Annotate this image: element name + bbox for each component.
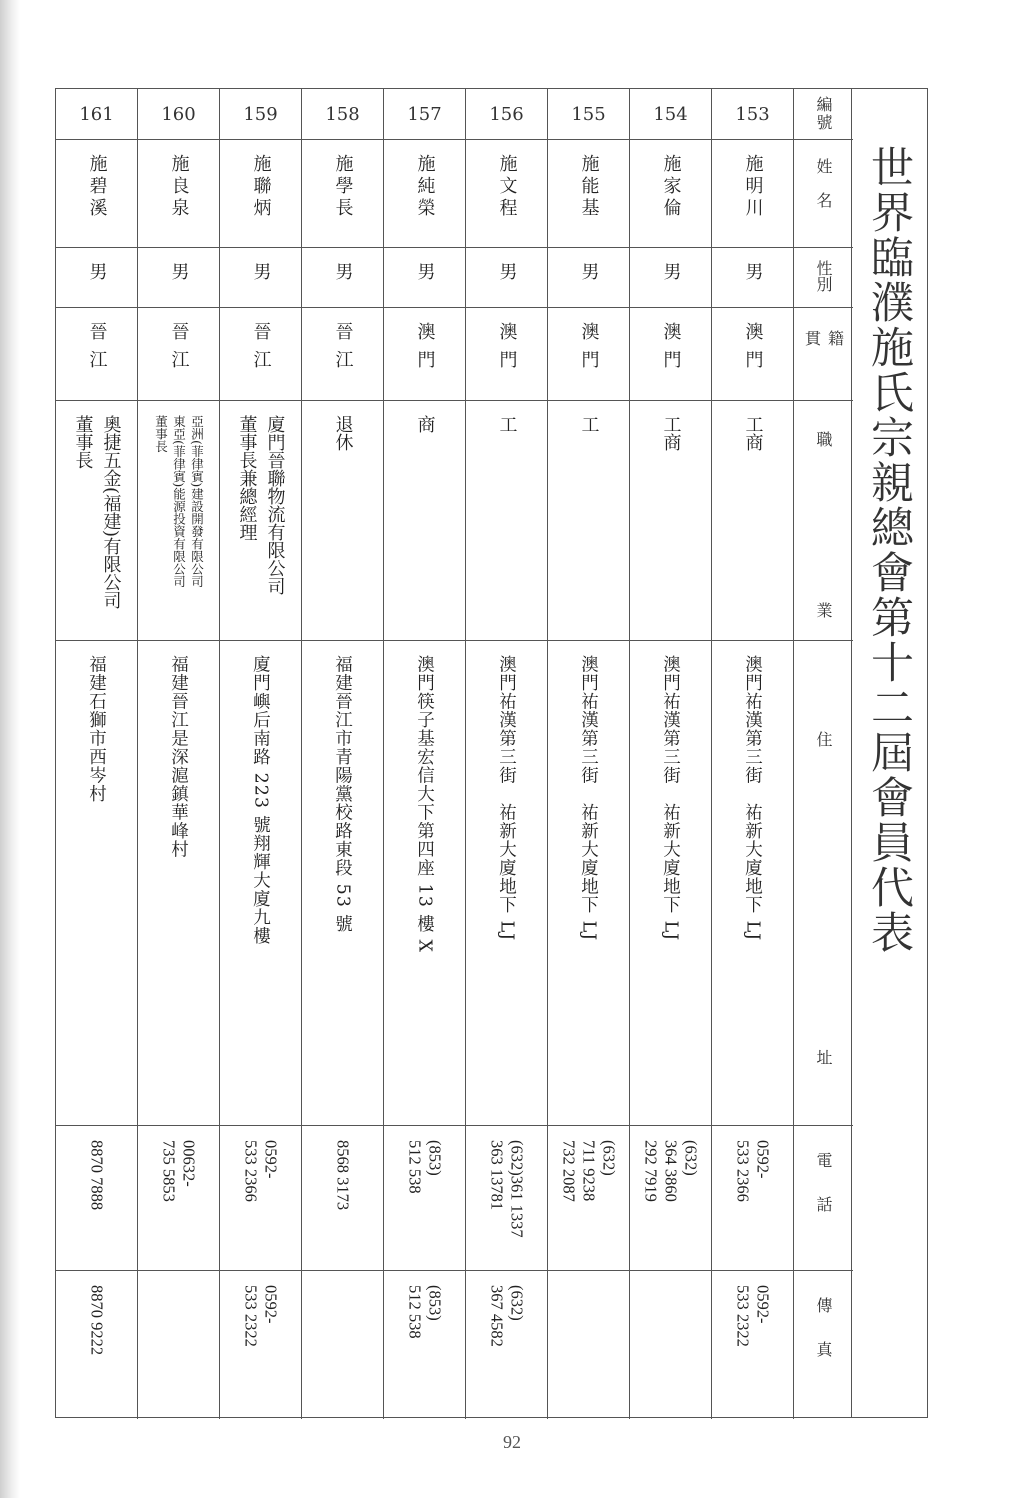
cell-name: 施良泉 — [138, 140, 220, 248]
cell-fax — [302, 1271, 384, 1419]
cell-address: 福建晉江市青陽黨校路東段 53 號 — [302, 641, 384, 1126]
cell-name: 施聯炳 — [220, 140, 302, 248]
cell-address: 澳門筷子基宏信大下第四座 13 樓 X — [384, 641, 466, 1126]
page-title: 世界臨濮施氏宗親總會第十二屆會員代表 — [864, 145, 914, 955]
cell-fax: (853) 512 538 — [384, 1271, 466, 1419]
member-table — [55, 88, 852, 1418]
cell-phone: 0592- 533 2366 — [712, 1126, 794, 1271]
cell-occupation: 工商 — [630, 401, 712, 641]
cell-address: 福建晉江是深滬鎮華峰村 — [138, 641, 220, 1126]
header-origin: 籍貫 — [794, 308, 853, 401]
header-occupation-part: 職 — [814, 431, 833, 447]
header-sex: 性別 — [794, 248, 853, 308]
cell-name: 施明川 — [712, 140, 794, 248]
cell-sex: 男 — [138, 248, 220, 308]
cell-sex: 男 — [548, 248, 630, 308]
header-address-part: 址 — [814, 1049, 833, 1065]
header-name: 姓名 — [794, 140, 853, 248]
cell-fax: 0592- 533 2322 — [220, 1271, 302, 1419]
cell-name: 施能基 — [548, 140, 630, 248]
header-address-part: 住 — [814, 731, 833, 747]
cell-origin: 澳門 — [548, 308, 630, 401]
cell-number: 157 — [384, 89, 466, 140]
cell-phone: (853) 512 538 — [384, 1126, 466, 1271]
cell-sex: 男 — [56, 248, 138, 308]
cell-address: 澳門祐漢第三街 祐新大廈地下 LJ — [548, 641, 630, 1126]
cell-fax: 8870 9222 — [56, 1271, 138, 1419]
cell-sex: 男 — [220, 248, 302, 308]
cell-phone: (632) 711 9238 732 2087 — [548, 1126, 630, 1271]
cell-origin: 晉江 — [302, 308, 384, 401]
cell-occupation: 商 — [384, 401, 466, 641]
cell-number: 161 — [56, 89, 138, 140]
header-fax: 傳真 — [814, 1297, 833, 1385]
cell-origin: 澳門 — [384, 308, 466, 401]
cell-origin: 澳門 — [466, 308, 548, 401]
cell-phone: (632)361 1337 363 13781 — [466, 1126, 548, 1271]
cell-number: 155 — [548, 89, 630, 140]
cell-fax: (632) 367 4582 — [466, 1271, 548, 1419]
cell-name: 施純榮 — [384, 140, 466, 248]
page-spine-shadow — [0, 0, 20, 1498]
cell-address: 澳門祐漢第三街 祐新大廈地下 LJ — [466, 641, 548, 1126]
cell-occupation: 工商 — [712, 401, 794, 641]
cell-phone: 8568 3173 — [302, 1126, 384, 1271]
cell-origin: 澳門 — [712, 308, 794, 401]
cell-occupation: 退休 — [302, 401, 384, 641]
cell-phone: 0592- 533 2366 — [220, 1126, 302, 1271]
cell-occupation: 亞洲(菲律賓)建設開發有限公司 東亞(菲律賓)能源投資有限公司 董事長 — [138, 401, 220, 641]
cell-number: 153 — [712, 89, 794, 140]
cell-fax — [138, 1271, 220, 1419]
cell-fax — [630, 1271, 712, 1419]
cell-origin: 晉江 — [56, 308, 138, 401]
cell-number: 158 — [302, 89, 384, 140]
header-occupation-part: 業 — [814, 602, 833, 618]
header-phone: 電話 — [794, 1126, 853, 1271]
cell-address: 福建石獅市西岑村 — [56, 641, 138, 1126]
cell-occupation: 奧捷五金(福建)有限公司 董事長 — [56, 401, 138, 641]
cell-sex: 男 — [630, 248, 712, 308]
cell-number: 154 — [630, 89, 712, 140]
cell-number: 156 — [466, 89, 548, 140]
cell-origin: 澳門 — [630, 308, 712, 401]
cell-name: 施碧溪 — [56, 140, 138, 248]
cell-name: 施家倫 — [630, 140, 712, 248]
header-occupation — [794, 401, 853, 641]
cell-number: 160 — [138, 89, 220, 140]
cell-phone: 8870 7888 — [56, 1126, 138, 1271]
title-panel — [852, 88, 928, 1418]
cell-occupation: 工 — [548, 401, 630, 641]
cell-address: 澳門祐漢第三街 祐新大廈地下 LJ — [712, 641, 794, 1126]
header-address — [794, 641, 853, 1126]
cell-sex: 男 — [384, 248, 466, 308]
cell-phone: (632) 364 3860 292 7919 — [630, 1126, 712, 1271]
page-number: 92 — [503, 1432, 521, 1452]
cell-name: 施文程 — [466, 140, 548, 248]
cell-number: 159 — [220, 89, 302, 140]
header-number: 編號 — [794, 89, 853, 140]
cell-fax: 0592- 533 2322 — [712, 1271, 794, 1419]
cell-occupation: 工 — [466, 401, 548, 641]
cell-sex: 男 — [712, 248, 794, 308]
cell-origin: 晉江 — [138, 308, 220, 401]
cell-fax — [548, 1271, 630, 1419]
cell-origin: 晉江 — [220, 308, 302, 401]
cell-sex: 男 — [466, 248, 548, 308]
cell-address: 澳門祐漢第三街 祐新大廈地下 LJ — [630, 641, 712, 1126]
cell-name: 施學長 — [302, 140, 384, 248]
cell-address: 廈門嶼后南路 223 號翔輝大廈九樓 — [220, 641, 302, 1126]
cell-occupation: 廈門晉聯物流有限公司 董事長兼總經理 — [220, 401, 302, 641]
cell-sex: 男 — [302, 248, 384, 308]
cell-phone: 00632- 735 5853 — [138, 1126, 220, 1271]
